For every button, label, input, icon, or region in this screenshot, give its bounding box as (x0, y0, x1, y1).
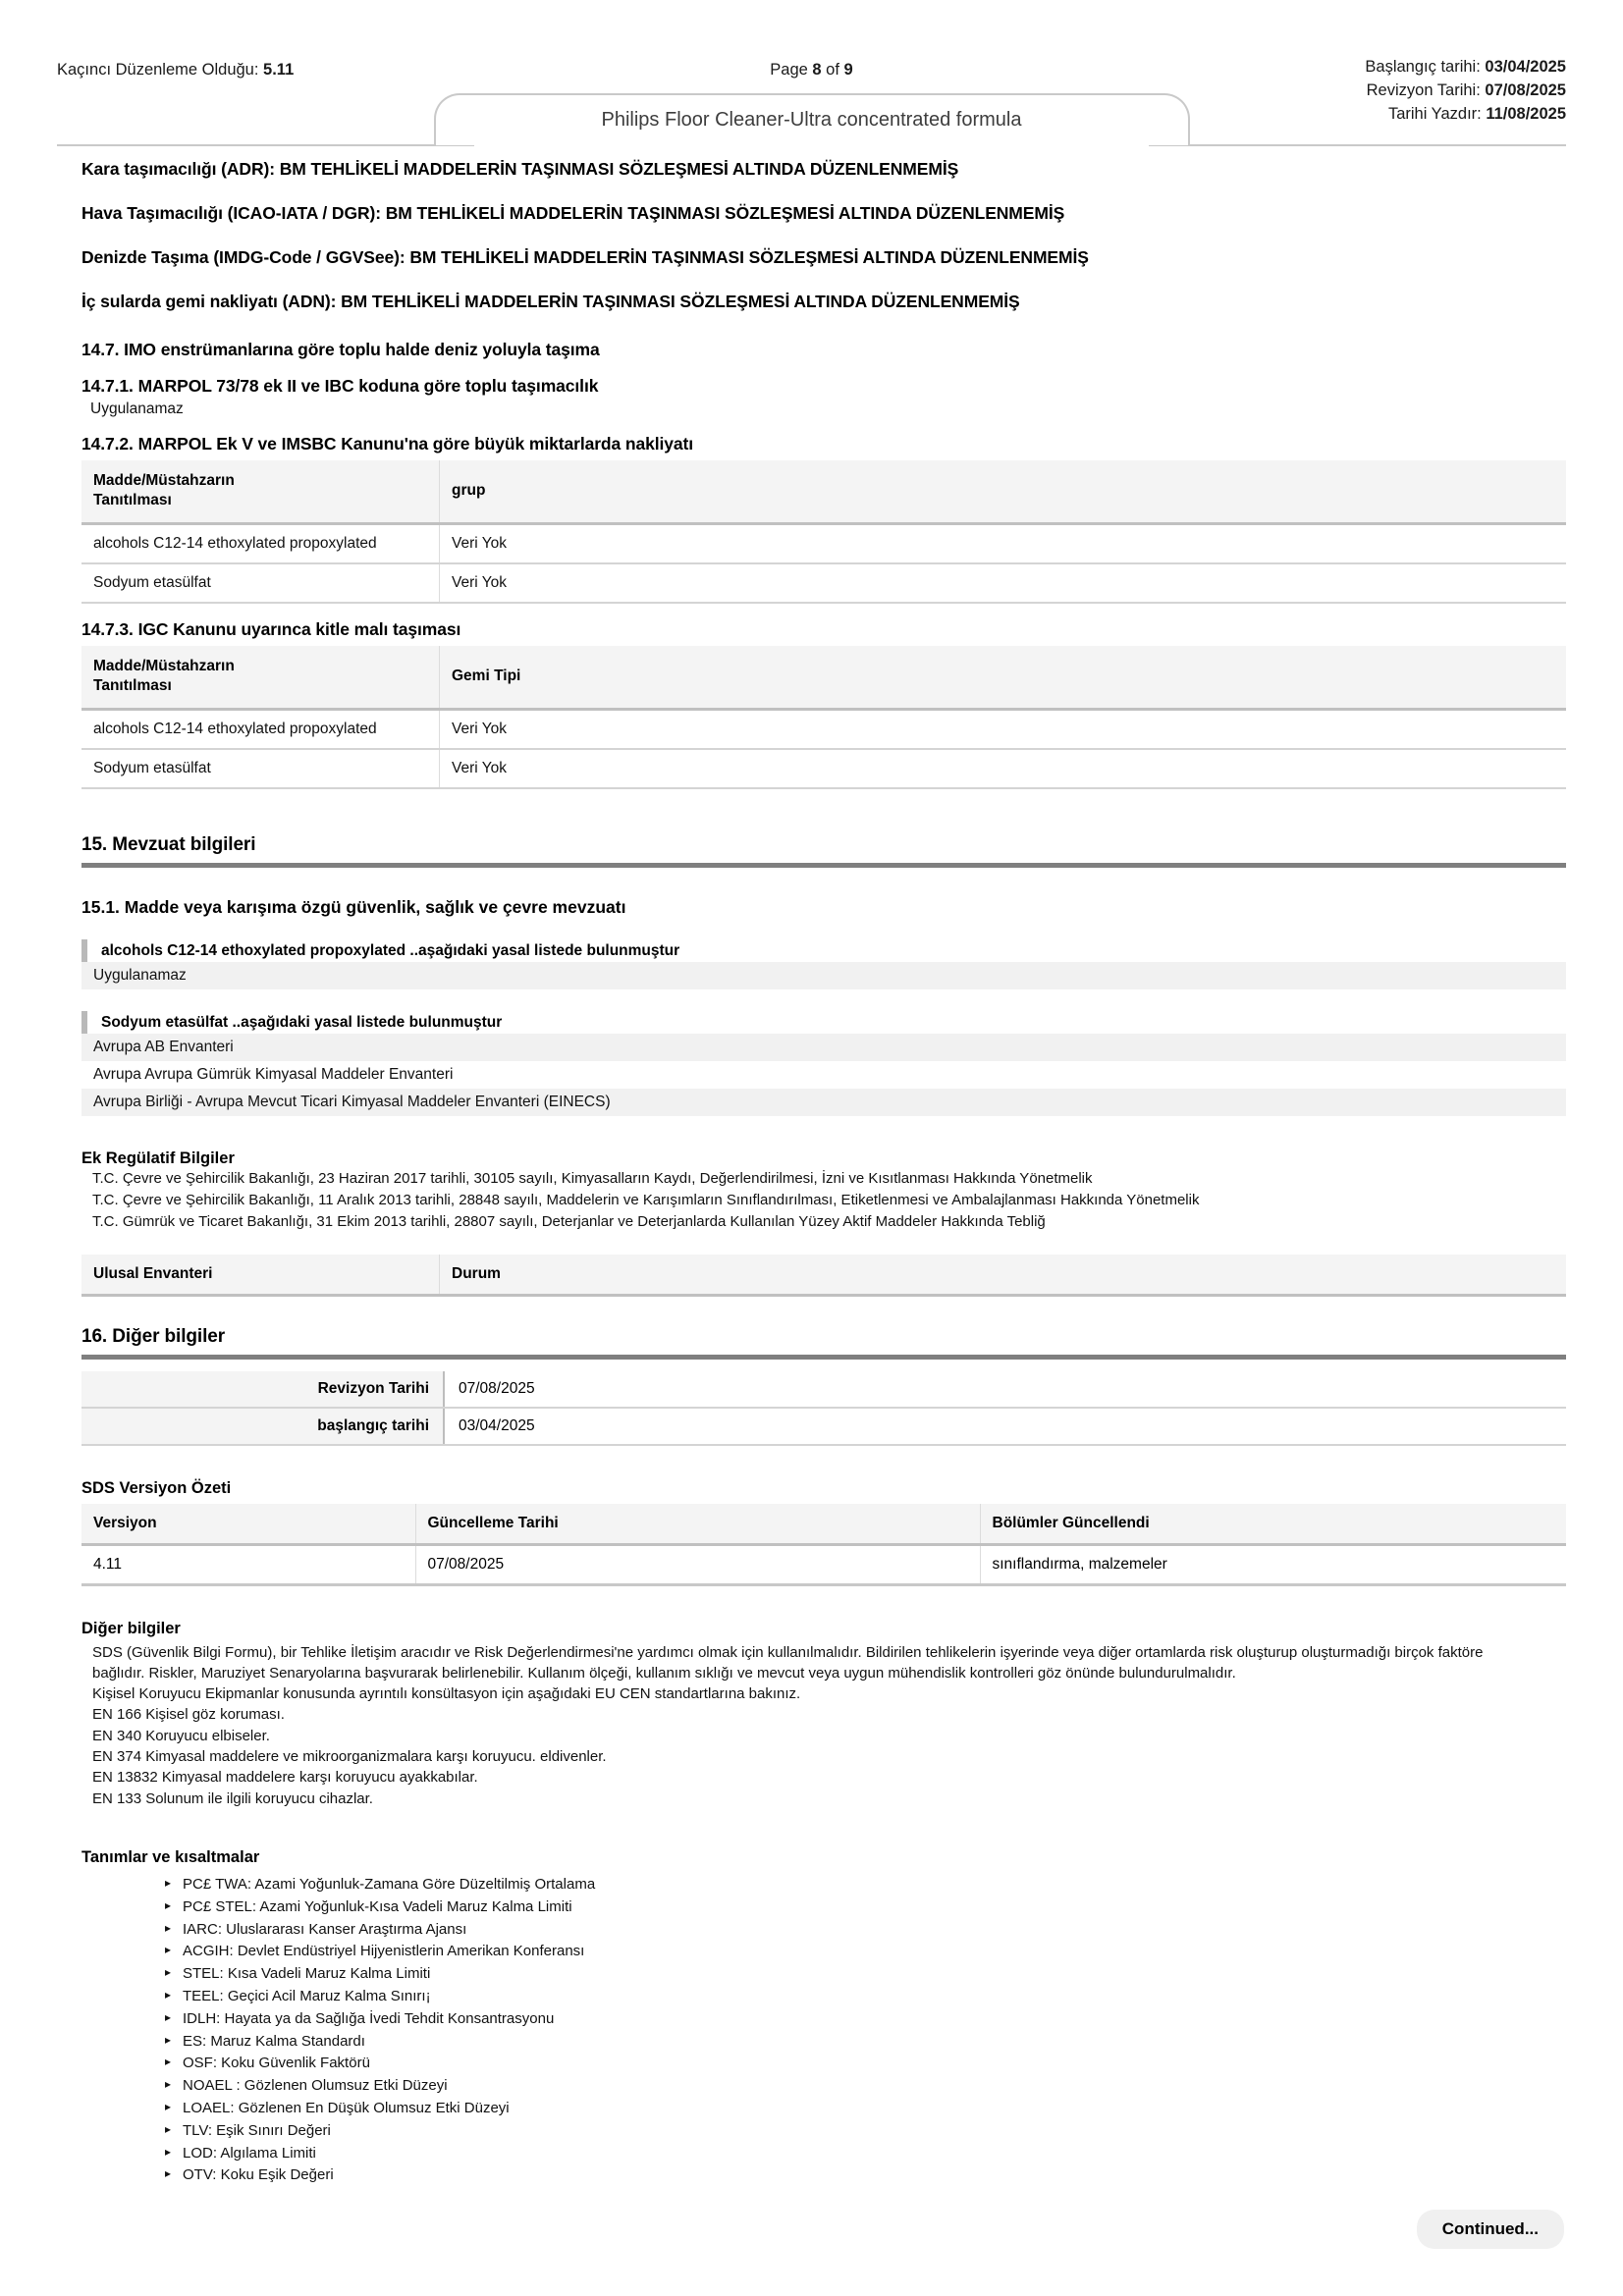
legal-block-2-row: Avrupa AB Envanteri (81, 1034, 1566, 1061)
list-item (165, 1986, 1566, 2008)
table-sds-version (81, 1504, 1566, 1586)
page-current: 8 (812, 61, 822, 79)
definition-text: TLV: Eşik Sınırı Değeri (183, 2121, 331, 2139)
other-info-paragraph: EN 13832 Kimyasal maddelere karşı koruyucu ayakkabılar. (92, 1769, 478, 1787)
table-header-row (81, 646, 1566, 709)
definition-text: LOD: Algılama Limiti (183, 2144, 316, 2162)
list-item (165, 2075, 1566, 2098)
revision-date-row (1365, 79, 1566, 102)
list-item (165, 2120, 1566, 2143)
transport-line-adn: İç sularda gemi nakliyatı (ADN): BM TEHLİKELİ MADDELERİN TAŞINMASI SÖZLEŞMESİ ALTINDA DÜZENLENMEMİŞ (81, 292, 1020, 311)
col-header-substance-line1: Madde/Müstahzarın (93, 472, 235, 489)
start-date-value: 03/04/2025 (1485, 58, 1566, 76)
legal-block-1-title: alcohols C12-14 ethoxylated propoxylated ..aşağıdaki yasal listede bulunmuştur (81, 939, 1566, 962)
triangle-right-icon: ▸ (165, 1920, 172, 1935)
table-row (81, 563, 1566, 603)
cell-ship-type: Veri Yok (440, 709, 1567, 749)
definition-text: OTV: Koku Eşik Değeri (183, 2166, 334, 2184)
definition-text: LOAEL: Gözlenen En Düşük Olumsuz Etki Düzeyi (183, 2099, 510, 2116)
print-date-value: 11/08/2025 (1486, 105, 1566, 123)
legal-block-2-title: Sodyum etasülfat ..aşağıdaki yasal listede bulunmuştur (81, 1011, 1566, 1034)
heading-14-7-1: 14.7.1. MARPOL 73/78 ek II ve IBC koduna göre toplu taşımacılık (81, 376, 599, 396)
other-info-paragraph: SDS (Güvenlik Bilgi Formu), bir Tehlike İletişim aracıdır ve Risk Değerlendirmesi'ne yardımcı olmak için kullanılmalıdır. Bildirilen tehlikelerin işyerinde veya diğer ortamlarda risk oluşturup oluşturmadığı birçok faktöre bağlıdır. Riskler, Maruziyet Senaryolarına başvurarak belirlenebilir. Kullanım ölçeği, kullanım sıklığı ve mevcut veya uygun mühendislik kontrolleri göz önünde bulundurulmalıdır. (92, 1643, 1484, 1682)
triangle-right-icon: ▸ (165, 1965, 172, 1980)
section-15-title: 15. Mevzuat bilgileri (81, 833, 256, 855)
kv-value-start-date: 03/04/2025 (444, 1408, 1566, 1445)
section-16-rule (81, 1355, 1566, 1360)
cell-substance: alcohols C12-14 ethoxylated propoxylated (81, 709, 440, 749)
col-header-substance (81, 646, 440, 709)
cell-group: Veri Yok (440, 563, 1567, 603)
list-item (165, 2031, 1566, 2054)
triangle-right-icon: ▸ (165, 1943, 172, 1957)
table-row (81, 709, 1566, 749)
definition-text: ES: Maruz Kalma Standardı (183, 2032, 365, 2050)
other-info-paragraph: EN 133 Solunum ile ilgili koruyucu cihazlar. (92, 1789, 373, 1807)
triangle-right-icon: ▸ (165, 2121, 172, 2136)
cell-version: 4.11 (81, 1544, 415, 1584)
header-rule-left (57, 144, 474, 146)
sds-version-summary-title: SDS Versiyon Özeti (81, 1478, 232, 1497)
triangle-right-icon: ▸ (165, 1875, 172, 1890)
legal-block-1-row: Uygulanamaz (81, 962, 1566, 989)
definition-text: OSF: Koku Güvenlik Faktörü (183, 2055, 370, 2072)
definition-text: PC£ TWA: Azami Yoğunluk-Zamana Göre Düzeltilmiş Ortalama (183, 1875, 596, 1893)
other-info-paragraph: EN 166 Kişisel göz koruması. (92, 1706, 285, 1724)
extra-regulatory-line: T.C. Çevre ve Şehircilik Bakanlığı, 23 Haziran 2017 tarihli, 30105 sayılı, Kimyasalların Kaydı, Değerlendirilmesi, İzni ve Kısıtlanması Hakkında Yönetmelik (92, 1170, 1093, 1188)
section-16-title: 16. Diğer bilgiler (81, 1325, 226, 1347)
table-igc-code (81, 646, 1566, 789)
kv-key-start-date: başlangıç tarihi (81, 1408, 444, 1445)
revision-number-label: Kaçıncı Düzenleme Olduğu: (57, 61, 259, 79)
table-row (81, 749, 1566, 788)
table-row (81, 523, 1566, 563)
header-rule-right (1149, 144, 1566, 146)
table-row (81, 1544, 1566, 1584)
table-row (81, 1408, 1566, 1445)
list-item (165, 2164, 1566, 2187)
extra-regulatory-line: T.C. Gümrük ve Ticaret Bakanlığı, 31 Ekim 2013 tarihli, 28807 sayılı, Deterjanlar ve Deterjanlarda Kullanılan Yüzey Aktif Maddeler Hakkında Tebliğ (92, 1212, 1046, 1230)
cell-substance: alcohols C12-14 ethoxylated propoxylated (81, 523, 440, 563)
list-item (165, 1874, 1566, 1896)
cell-substance: Sodyum etasülfat (81, 563, 440, 603)
heading-14-7: 14.7. IMO enstrümanlarına göre toplu halde deniz yoluyla taşıma (81, 340, 600, 359)
kv-value-revision-date: 07/08/2025 (444, 1371, 1566, 1408)
list-item (165, 1919, 1566, 1942)
cell-ship-type: Veri Yok (440, 749, 1567, 788)
other-info-body (92, 1642, 1487, 1809)
definition-text: TEEL: Geçici Acil Maruz Kalma Sınırı¡ (183, 1987, 431, 2004)
page-label-mid: of (821, 61, 844, 79)
list-item (165, 2098, 1566, 2120)
revision-number-value: 5.11 (263, 61, 295, 79)
transport-line-imdg: Denizde Taşıma (IMDG-Code / GGVSee): BM TEHLİKELİ MADDELERİN TAŞINMASI SÖZLEŞMESİ ALTINDA DÜZENLENMEMİŞ (81, 247, 1089, 267)
definition-text: ACGIH: Devlet Endüstriyel Hijyenistlerin Amerikan Konferansı (183, 1943, 585, 1960)
continued-button[interactable]: Continued... (1417, 2210, 1564, 2249)
document-body (0, 147, 1623, 2187)
table-header-row (81, 1255, 1566, 1296)
col-header-version: Versiyon (81, 1504, 415, 1545)
col-header-sections-updated: Bölümler Güncellendi (980, 1504, 1566, 1545)
legal-block-2-row: Avrupa Birliği - Avrupa Mevcut Ticari Kimyasal Maddeler Envanteri (EINECS) (81, 1089, 1566, 1116)
definition-text: NOAEL : Gözlenen Olumsuz Etki Düzeyi (183, 2077, 448, 2095)
note-14-7-1: Uygulanamaz (90, 400, 184, 417)
definition-text: STEL: Kısa Vadeli Maruz Kalma Limiti (183, 1965, 431, 1983)
heading-14-7-3: 14.7.3. IGC Kanunu uyarınca kitle malı taşıması (81, 618, 461, 639)
revision-date-label: Revizyon Tarihi: (1366, 81, 1481, 99)
page-total: 9 (843, 61, 853, 79)
table-national-inventory (81, 1255, 1566, 1297)
col-header-group: grup (440, 460, 1567, 523)
definition-text: IDLH: Hayata ya da Sağlığa İvedi Tehdit Konsantrasyonu (183, 2009, 555, 2027)
col-header-substance (81, 460, 440, 523)
col-header-update-date: Güncelleme Tarihi (415, 1504, 980, 1545)
extra-regulatory-title: Ek Regülatif Bilgiler (81, 1149, 235, 1168)
table-dates (81, 1371, 1566, 1446)
triangle-right-icon: ▸ (165, 2144, 172, 2159)
list-item (165, 2053, 1566, 2075)
extra-regulatory-line: T.C. Çevre ve Şehircilik Bakanlığı, 11 Aralık 2013 tarihli, 28848 sayılı, Maddelerin ve Karışımların Sınıflandırılması, Etiketlenmesi ve Ambalajlanması Hakkında Yönetmelik (92, 1192, 1200, 1209)
start-date-label: Başlangıç tarihi: (1365, 58, 1481, 76)
col-header-status: Durum (440, 1255, 1567, 1296)
list-item (165, 1963, 1566, 1986)
table-marpol-annex-v (81, 460, 1566, 604)
content-inner (57, 147, 1566, 2187)
col-header-ship-type: Gemi Tipi (440, 646, 1567, 709)
col-header-substance-line2: Tanıtılması (93, 677, 172, 695)
triangle-right-icon: ▸ (165, 2009, 172, 2024)
list-item (165, 1941, 1566, 1963)
definitions-list (57, 1874, 1566, 2187)
col-header-substance-line2: Tanıtılması (93, 492, 172, 509)
transport-line-icao: Hava Taşımacılığı (ICAO-IATA / DGR): BM TEHLİKELİ MADDELERİN TAŞINMASI SÖZLEŞMESİ ALTINDA DÜZENLENMEMİŞ (81, 203, 1065, 223)
other-info-paragraph: EN 374 Kimyasal maddelere ve mikroorganizmalara karşı koruyucu. eldivenler. (92, 1748, 607, 1766)
page-header (0, 0, 1623, 131)
definition-text: PC£ STEL: Azami Yoğunluk-Kısa Vadeli Maruz Kalma Limiti (183, 1897, 572, 1915)
legal-block-2-row: Avrupa Avrupa Gümrük Kimyasal Maddeler Envanteri (81, 1061, 1566, 1089)
triangle-right-icon: ▸ (165, 2166, 172, 2181)
triangle-right-icon: ▸ (165, 2077, 172, 2092)
other-info-title: Diğer bilgiler (81, 1619, 181, 1637)
list-item (165, 2008, 1566, 2031)
table-row (81, 1371, 1566, 1408)
other-info-paragraph: Kişisel Koruyucu Ekipmanlar konusunda ayrıntılı konsültasyon için aşağıdaki EU CEN standartlarına bakınız. (92, 1685, 801, 1703)
transport-line-adr: Kara taşımacılığı (ADR): BM TEHLİKELİ MADDELERİN TAŞINMASI SÖZLEŞMESİ ALTINDA DÜZENLENMEMİŞ (81, 159, 959, 179)
triangle-right-icon: ▸ (165, 2032, 172, 2047)
list-item (165, 1896, 1566, 1919)
print-date-label: Tarihi Yazdır: (1387, 105, 1482, 123)
definition-text: IARC: Uluslararası Kanser Araştırma Ajansı (183, 1920, 467, 1938)
cell-substance: Sodyum etasülfat (81, 749, 440, 788)
product-title-tab (434, 93, 1190, 145)
revision-date-value: 07/08/2025 (1485, 81, 1566, 99)
other-info-paragraph: EN 340 Koruyucu elbiseler. (92, 1727, 270, 1744)
triangle-right-icon: ▸ (165, 2055, 172, 2069)
cell-update-date: 07/08/2025 (415, 1544, 980, 1584)
product-title: Philips Floor Cleaner-Ultra concentrated formula (601, 109, 1022, 131)
triangle-right-icon: ▸ (165, 1987, 172, 2002)
table-header-row (81, 1504, 1566, 1545)
triangle-right-icon: ▸ (165, 2099, 172, 2113)
list-item (165, 2143, 1566, 2165)
col-header-substance-line1: Madde/Müstahzarın (93, 657, 235, 674)
definitions-title: Tanımlar ve kısaltmalar (81, 1847, 260, 1866)
cell-sections-updated: sınıflandırma, malzemeler (980, 1544, 1566, 1584)
section-15-1-title: 15.1. Madde veya karışıma özgü güvenlik, sağlık ve çevre mevzuatı (81, 896, 626, 917)
cell-group: Veri Yok (440, 523, 1567, 563)
table-header-row (81, 460, 1566, 523)
page-label-prefix: Page (770, 61, 813, 79)
triangle-right-icon: ▸ (165, 1897, 172, 1912)
kv-key-revision-date: Revizyon Tarihi (81, 1371, 444, 1408)
heading-14-7-2: 14.7.2. MARPOL Ek V ve IMSBC Kanunu'na göre büyük miktarlarda nakliyatı (81, 434, 694, 454)
section-15-rule (81, 863, 1566, 868)
col-header-national-inventory: Ulusal Envanteri (81, 1255, 440, 1296)
header-dates (1365, 55, 1566, 126)
start-date-row (1365, 55, 1566, 79)
print-date-row (1365, 102, 1566, 126)
